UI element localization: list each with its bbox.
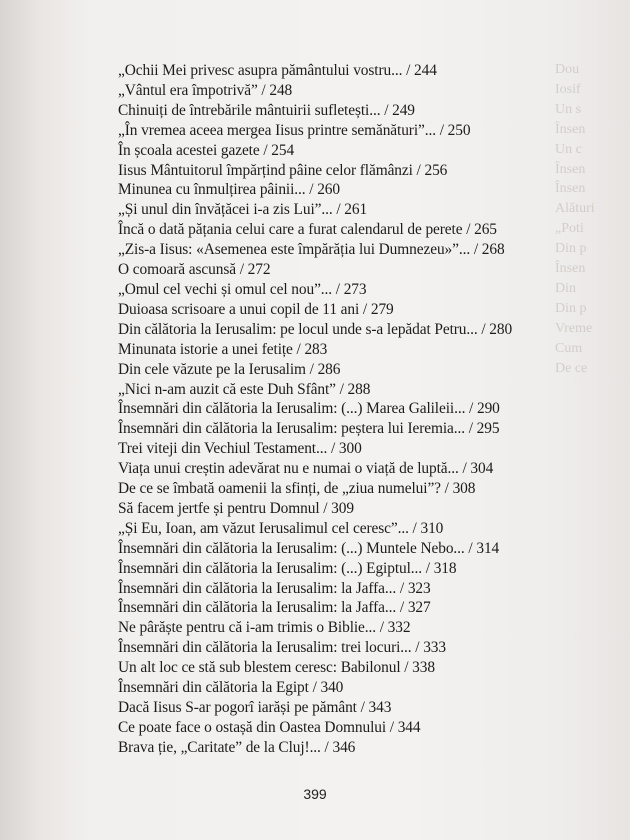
toc-entry: „Nici n-am auzit că este Duh Sfânt” / 288 [118, 380, 371, 398]
toc-entry: Însemnări din călătoria la Egipt / 340 [118, 679, 344, 697]
toc-entry: „Ochii Mei privesc asupra pământului vostru... / 244 [118, 62, 437, 79]
toc-entry: „Zis-a Iisus: «Asemenea este împărăția lui Dumnezeu»”... / 268 [118, 241, 505, 259]
toc-entry: Însemnări din călătoria la Ierusalim: peștera lui Ieremia... / 295 [118, 420, 500, 438]
toc-entry: Din călătoria la Ierusalim: pe locul unde s-a lepădat Petru... / 280 [118, 320, 513, 338]
toc-entry: Brava ție, „Caritate” de la Cluj!... / 346 [118, 738, 356, 756]
toc-entry: Duioasa scrisoare a unui copil de 11 ani / 279 [118, 300, 394, 318]
toc-entry: Încă o dată pățania celui care a furat calendarul de perete / 265 [118, 221, 497, 239]
toc-entry: Însemnări din călătoria la Ierusalim: (...) Egiptul... / 318 [118, 559, 457, 577]
toc-entry: Trei viteji din Vechiul Testament... / 300 [118, 440, 362, 458]
toc-entry: Chinuiți de întrebările mântuirii sufletești... / 249 [118, 101, 415, 119]
toc-entry: Minunata istorie a unei fetițe / 283 [118, 340, 328, 358]
toc-entry: „Vântul era împotrivă” / 248 [118, 81, 293, 99]
toc-entry: Dacă Iisus S-ar pogorî iarăși pe pământ / 343 [118, 699, 392, 716]
toc-entry: Un alt loc ce stă sub blestem ceresc: Babilonul / 338 [118, 659, 435, 677]
toc-entry: Însemnări din călătoria la Ierusalim: (...) Marea Galileii... / 290 [118, 400, 500, 418]
toc-entry: Însemnări din călătoria la Ierusalim: la Jaffa... / 323 [118, 579, 431, 597]
toc-entry: „Și Eu, Ioan, am văzut Ierusalimul cel ceresc”... / 310 [118, 519, 444, 537]
toc-entry: În școala acestei gazete / 254 [118, 141, 295, 159]
toc-entry: Ce poate face o ostașă din Oastea Domnului / 344 [118, 718, 421, 736]
toc-entry: Din cele văzute pe la Ierusalim / 286 [118, 360, 341, 378]
toc-entry: Ne pârăște pentru că i-am trimis o Biblie... / 332 [118, 619, 411, 637]
toc-entry: „Omul cel vechi și omul cel nou”... / 273 [118, 280, 367, 298]
toc-entry: Însemnări din călătoria la Ierusalim: trei locuri... / 333 [118, 639, 446, 657]
show-through-text: Dou Iosif Un s Însen Un c Însen Însen Alături „Poti Din p Însen Din Din p Vreme Cum De ce [555, 62, 595, 376]
toc-entry: O comoară ascunsă / 272 [118, 261, 271, 279]
toc-entry: „Și unul din învățăcei i-a zis Lui”... / 261 [118, 201, 368, 219]
toc-entry: Iisus Mântuitorul împărțind pâine celor flămânzi / 256 [118, 161, 448, 179]
toc-entry: Însemnări din călătoria la Ierusalim: la Jaffa... / 327 [118, 599, 431, 617]
toc-entry: Însemnări din călătoria la Ierusalim: (...) Muntele Nebo... / 314 [118, 539, 500, 557]
page-number: 399 [303, 786, 327, 802]
toc-entry: Să facem jertfe și pentru Domnul / 309 [118, 499, 354, 517]
table-of-contents [118, 61, 548, 758]
toc-entry: De ce se îmbată oamenii la sfinți, de „ziua numelui”? / 308 [118, 480, 476, 498]
toc-entry: „În vremea aceea mergea Iisus printre semănături”... / 250 [118, 121, 471, 139]
toc-entry: Minunea cu înmulțirea pâinii... / 260 [118, 181, 340, 199]
toc-entry: Viața unui creștin adevărat nu e numai o viață de luptă... / 304 [118, 460, 494, 478]
